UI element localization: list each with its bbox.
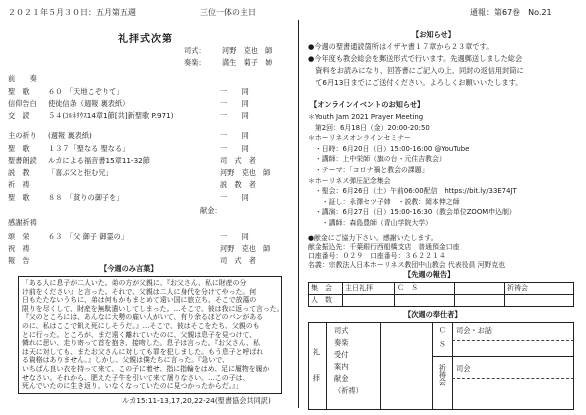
service-label: 礼 拝 xyxy=(312,348,322,388)
online-line: ・講師：上中栄師（旗の台・元住吉教会） xyxy=(308,155,446,164)
order-leader: 司 式 者 xyxy=(220,256,256,265)
duty-dash xyxy=(452,340,574,341)
verse-line: 死んでいたのに生き返り、いなくなっていたのに見つかったからだ。』」 xyxy=(22,382,243,391)
order-part: 祈 祷 xyxy=(8,180,30,189)
attendance-cell xyxy=(455,295,505,307)
order-item: ８８ 「貧りの御子を」 xyxy=(48,193,124,202)
verse-line: 『父のところには、あんなに大勢の雇い人がいて、有り余るほどのパンがある xyxy=(22,313,264,322)
officiant-role: 司式： xyxy=(184,46,206,55)
duty-role: 奏楽 xyxy=(334,338,349,347)
attendance-cell xyxy=(505,295,574,307)
attendance-label: 人 数 xyxy=(309,295,343,307)
prayer-duty: 司会 xyxy=(456,364,471,373)
duty-title: 【次週の奉仕者】 xyxy=(404,310,462,319)
notice-line: ●今年度も教会総会を郵送形式で行います。先週郵送しました総会 xyxy=(308,54,523,63)
order-part: 主の祈り xyxy=(8,131,37,140)
prayer-meeting-label: 祈祷会 xyxy=(438,364,448,386)
sunday-name: 三位一体の主日 xyxy=(200,8,256,17)
online-title: 【オンラインイベントのお知らせ】 xyxy=(310,100,425,109)
duty-role: 案内 xyxy=(334,362,349,371)
online-line: 第2回：6月18日（金）20:00-20:50 xyxy=(308,123,430,132)
report-header: 集 会 xyxy=(309,283,343,295)
online-line: ・講師：森島豊師（青山学院大学） xyxy=(308,219,433,227)
report-header xyxy=(455,283,505,295)
cs-label: Ｃ Ｓ xyxy=(438,326,448,348)
duty-divider xyxy=(380,322,381,410)
order-part: 聖 歌 xyxy=(8,193,30,202)
organist-name: 満生 菊子 姉 xyxy=(222,58,273,67)
donation-line: 献金振込先：千葉銀行西船橋支店 普通預金口座 xyxy=(308,243,460,251)
verse-line: は天に対しても、またお父さんに対しても罪を犯しました。もう息子と呼ばれ xyxy=(22,347,264,356)
order-leader: 一 同 xyxy=(220,232,249,241)
cs-duty: 司会・お話 xyxy=(456,326,492,335)
attendance-cell xyxy=(395,295,455,307)
duty-dash xyxy=(452,378,574,379)
order-part: 聖 歌 xyxy=(8,87,30,96)
notice-line: て6月13日までにご送付ください。よろしくお願いいたします。 xyxy=(308,78,523,87)
notice-title: 【お知らせ】 xyxy=(412,30,455,39)
donation-line: 名義：宗教法人日本ホーリネス教団中山教会 代表役員 河野克也 xyxy=(308,261,506,269)
order-item: ６３ 「父 御子 御霊の」 xyxy=(48,232,129,241)
verse-line: のに、私はここで飢え死にしそうだ。』…そこで、彼はそこをたち、父親のも xyxy=(22,322,260,330)
verse-title: 【今週のみ言葉】 xyxy=(100,264,158,273)
duty-divider xyxy=(452,322,453,410)
order-leader: 一 同 xyxy=(220,87,249,96)
online-line: ・講演：6月27日（日）15:00-16:30（教会単位ZOOM申込制） xyxy=(308,208,516,217)
online-line: ・テーマ：「コロナ禍と教会の課題」 xyxy=(308,166,429,174)
duty-role: 献金 xyxy=(334,374,349,383)
duty-divider xyxy=(432,322,433,410)
online-line: ・日時：6月20日（日）15:00-16:00 @YouTube xyxy=(308,144,470,153)
online-line: ＊ホーリネスオンラインセミナー xyxy=(308,134,412,143)
order-part: 頌 栄 xyxy=(8,232,30,241)
order-part: 説 教 xyxy=(8,168,30,177)
verse-line: 限りを尽くして、財産を無駄遣いしてしまった。…そこで、彼は我に返って言った。 xyxy=(22,304,284,313)
duty-role: 司式 xyxy=(334,326,349,335)
order-leader: 一 同 xyxy=(220,131,249,140)
verse-line: 「ある人に息子が二人いた。弟の方が父親に、『お父さん、私に財産の分 xyxy=(22,279,247,287)
duty-divider xyxy=(326,322,327,410)
order-leader: 一 同 xyxy=(220,111,249,120)
order-leader: 一 同 xyxy=(220,144,249,153)
order-item: １３７「聖なる 聖なる」 xyxy=(48,144,130,153)
order-item: ルカによる福音書15章11-32節 xyxy=(48,156,150,165)
order-item: 使徒信条（週報 裏表紙） xyxy=(48,99,130,108)
order-item: ５４(ｺﾙﾈﾘｳｽ14章1節[共]新聖歌 P.971) xyxy=(48,111,174,120)
date-line: ２０２１年５月３０日：五月第五週 xyxy=(8,8,136,17)
order-item: (週報 裏表紙) xyxy=(48,131,92,140)
officiant-name: 河野 克也 師 xyxy=(222,46,273,55)
online-line: ＊Youth Jam 2021 Prayer Meeting xyxy=(308,113,424,121)
order-part: 交 読 xyxy=(8,111,30,120)
order-item: 献金： xyxy=(200,206,222,215)
order-leader: 説 教 者 xyxy=(220,180,256,189)
verse-line: け前をください』と言った。それで、父親は二人に身代を分けてやった。何 xyxy=(22,287,257,296)
order-leader: 一 同 xyxy=(220,99,249,108)
report-table xyxy=(308,282,574,307)
page-title: 礼拝式次第 xyxy=(118,34,173,45)
order-leader: 河野 克也 師 xyxy=(220,168,271,177)
order-part: 前 奏 xyxy=(8,74,37,83)
verse-ref: ルカ15:11-13,17,20,22-24(聖書協会共同訳) xyxy=(122,396,271,405)
order-part: 報 告 xyxy=(8,256,30,265)
order-leader: 河野 克也 師 xyxy=(220,244,271,253)
online-line: ・聖会：6月26日（土）午前06:00配信 https://bit.ly/33E74JT xyxy=(308,187,517,196)
donation-line: ●献金にご協力下さい。感謝いたします。 xyxy=(308,234,438,242)
attendance-cell xyxy=(343,295,395,307)
verse-line: せなさい。それから、肥えた子牛を引いて来て屠りなさい。…この子は、 xyxy=(22,373,250,382)
verse-line: 日もたたないうちに、弟は何もかもまとめて遠い国に旅立ち、そこで放蕩の xyxy=(22,296,257,305)
order-item: ６０ 「天地こぞりて」 xyxy=(48,87,124,96)
order-leader: 一 同 xyxy=(220,193,249,202)
verse-line: 憐れに思い、走り寄って首を抱き、接吻した。息子は言った。『お父さん、私 xyxy=(22,339,260,348)
order-part: 聖 歌 xyxy=(8,144,30,153)
duty-role: （祈祷） xyxy=(334,386,363,395)
donation-line: 口座番号：０２９ 口座番号：３６２２１４ xyxy=(308,252,446,260)
order-part: 祝 祷 xyxy=(8,244,30,253)
report-title: 【先週の報告】 xyxy=(404,270,455,279)
duty-divider xyxy=(432,356,574,357)
verse-line: る資格はありません。』しかし、父親は僕たちに言った。『急いで、 xyxy=(22,356,229,365)
center-divider xyxy=(298,20,299,408)
verse-line: とに行った。ところが、まだ遠く離れていたのに、父親は息子を見つけて、 xyxy=(22,330,257,339)
duty-role: 受付 xyxy=(334,350,349,359)
order-leader: 司 式 者 xyxy=(220,156,256,165)
online-line: ・証し：永澤セツ子姉 ・説教：岡本伸之師 xyxy=(308,197,460,206)
issue-number: 通報：第67巻 No.21 xyxy=(470,8,552,17)
report-header: Ｃ Ｓ xyxy=(395,283,455,295)
order-part: 信仰告白 xyxy=(8,99,37,108)
order-part: 感謝祈祷 xyxy=(8,218,37,227)
order-item: 「喜ぶ父と拒む兄」 xyxy=(48,168,113,177)
organist-role: 奏楽： xyxy=(184,58,206,67)
online-line: ＊ホーリネス弾圧記念集会 xyxy=(308,176,391,185)
verse-line: いちばん良い衣を持って来て、この子に着せ、指に指輪をはめ、足に履物を履か xyxy=(22,365,270,373)
report-header: 祈祷会 xyxy=(505,283,574,295)
report-header: 主日礼拝 xyxy=(343,283,395,295)
notice-line: ●今週の聖書通読箇所はイザヤ書１７章から２３章です。 xyxy=(308,42,494,51)
order-part: 聖書朗読 xyxy=(8,156,37,165)
notice-line: 資料をお読みになり、回答書にご記入の上、同封の返信用封筒に xyxy=(308,66,524,75)
